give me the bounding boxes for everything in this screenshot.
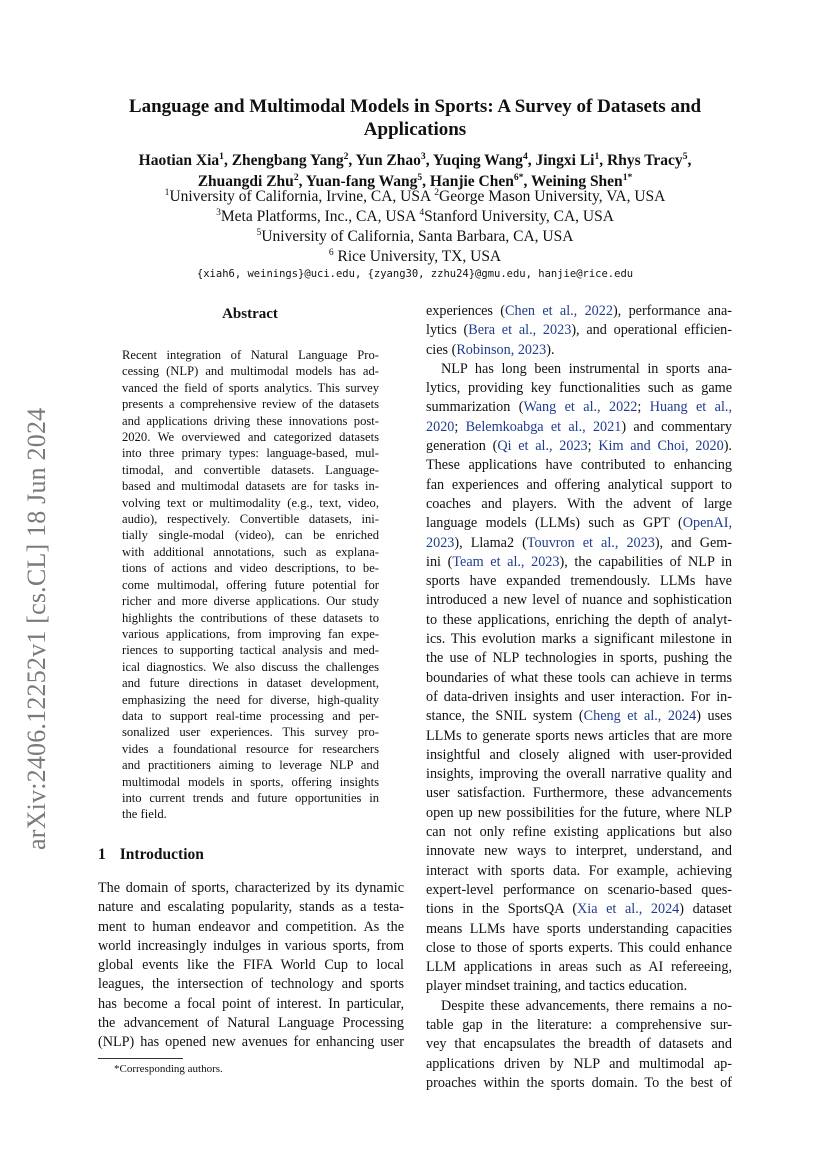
abstract-line: tially single-modal (video), can be enriched [122, 528, 379, 543]
abstract-line: emphasizing the need for diverse, high-quality [122, 692, 379, 707]
footnote: *Corresponding authors. [114, 1063, 223, 1075]
abstract-line: ical diagnostics. We also discuss the challenges [122, 659, 379, 674]
text-line: ini (Team et al., 2023), the capabilities of NLP in [426, 553, 732, 570]
abstract-line: multimodal models in sports, offering insights [122, 774, 379, 789]
text-line: open up new possibilities for the future, where NLP [426, 804, 732, 821]
text-line: innovate new ways to interpret, understand, and [426, 843, 732, 860]
text-line: language models (LLMs) such as GPT (OpenAI, [426, 515, 732, 532]
text-line: applications driven by NLP and multimodal ap- [426, 1055, 732, 1072]
abstract-line: and future directions in dataset development, [122, 676, 379, 691]
citation-link[interactable]: Chen et al., 2022 [505, 303, 613, 319]
abstract-line: and practitioners aiming to leverage NLP and [122, 758, 379, 773]
citation-link[interactable]: Cheng et al., 2024 [583, 708, 697, 725]
abstract-line: come multimodal, offering future potential for [122, 577, 379, 592]
affiliation-line: $^1$University of California, Irvine, CA, USA $^2$George Mason University, VA, USA [164, 186, 666, 205]
affiliation-line: $^3$Meta Platforms, Inc., CA, USA $^4$Stanford University, CA, USA [216, 206, 614, 225]
text-line: insights, improving the overall narrative quality and [426, 766, 732, 783]
section-number: 1 [98, 846, 106, 863]
abstract-line: sonalized user experiences. This survey pro- [122, 725, 379, 740]
text-line: the advancement of Natural Language Processing [98, 1015, 404, 1032]
authors-line-2: Zhuangdi Zhu$^2$, Yuan-fang Wang$^5$, Hanjie Chen$^{6*}$, Weining Shen$^{1*}$ [197, 171, 633, 190]
text-line: insightful and closely aligned with user-provided [426, 746, 732, 763]
text-line: global events like the FIFA World Cup to local [98, 957, 404, 974]
text-line: Despite these advancements, there remains a no- [441, 997, 732, 1014]
text-line: to these applications, enriching the depth of analyt- [426, 611, 732, 628]
author-emails: {xiah6, weinings}@uci.edu, {zyang30, zzhu24}@gmu.edu, hanjie@rice.edu [196, 268, 634, 280]
abstract-line: and applications driving these innovations post- [122, 413, 379, 428]
abstract-line: various applications, from improving fan expe- [122, 626, 379, 641]
text-line: player mindset training, and tactics education. [426, 978, 688, 995]
abstract-line: 2020. We overviewed and categorized datasets [122, 430, 379, 445]
abstract-line: based and multimodal datasets are for tasks in- [122, 479, 379, 494]
abstract-line: the field. [122, 807, 167, 822]
affiliation-line: $^5$University of California, Santa Barbara, CA, USA [256, 226, 574, 245]
text-line: cies (Robinson, 2023). [426, 341, 555, 358]
abstract-line: highlights the contributions of these datasets to [122, 610, 379, 625]
text-line: has become a focal point of interest. In particular, [98, 995, 404, 1012]
text-line: ment to human endeavor and competition. As the [98, 918, 404, 935]
citation-link[interactable]: Qi et al., 2023 [497, 438, 588, 455]
abstract-line: vanced the field of sports analytics. This survey [122, 380, 379, 395]
text-line: 2020; Belemkoabga et al., 2021) and commentary [426, 418, 732, 435]
abstract-body [122, 347, 379, 823]
introduction-left-column [98, 879, 404, 1053]
text-line: generation (Qi et al., 2023; Kim and Choi, 2020). [426, 438, 732, 455]
citation-link[interactable]: Huang et al., [649, 399, 732, 416]
text-line: world increasingly indulges in various sports, from [98, 937, 404, 954]
text-line: sports have expanded tremendously. LLMs have [426, 573, 732, 590]
authors-line-1: Haotian Xia$^1$, Zhengbang Yang$^2$, Yun Zhao$^3$, Yuqing Wang$^4$, Jingxi Li$^1$, Rhys Tracy$^5$, [138, 150, 692, 169]
text-line: tions in the SportsQA (Xia et al., 2024) dataset [426, 901, 732, 918]
affiliation-line: $^6$ Rice University, TX, USA [328, 246, 502, 265]
abstract-line: vides a foundational resource for researchers [122, 741, 379, 756]
citation-link[interactable]: Touvron et al., 2023 [526, 534, 655, 551]
title-line-2: Applications [363, 119, 467, 140]
abstract-line: data to support real-time processing and per- [122, 708, 379, 723]
text-line: The domain of sports, characterized by its dynamic [98, 880, 404, 896]
text-line: vey that encapsulates the breadth of datasets and [426, 1036, 732, 1053]
abstract-line: tions of actions and video descriptions, to be- [122, 561, 379, 576]
text-line: user satisfaction. Furthermore, these advancements [426, 785, 732, 802]
text-line: LLM applications in areas such as AI refereeing, [426, 959, 732, 976]
abstract-line: volving text or multimodality (e.g., text, video, [122, 495, 379, 510]
citation-link[interactable]: Team et al., 2023 [452, 553, 560, 570]
text-line: can not only refine existing applications but also [426, 824, 732, 841]
citation-link[interactable]: Xia et al., 2024 [577, 901, 680, 918]
paper-title [90, 95, 740, 141]
text-line: fan experiences and offering analytical support to [426, 476, 732, 493]
text-line: boundaries of what these tools can achieve in terms [426, 669, 732, 686]
arxiv-identifier-stamp: arXiv:2406.12252v1 [cs.CL] 18 Jun 2024 [22, 407, 51, 850]
text-line: the use of NLP technologies in sports, pushing the [426, 650, 732, 667]
citation-link[interactable]: Belemkoabga et al., 2021 [465, 418, 622, 435]
text-line: These applications have contributed to enhancing [426, 457, 732, 474]
text-line: NLP has long been instrumental in sports ana- [441, 360, 732, 377]
text-line: (NLP) has opened new avenues for enhancing user [98, 1034, 404, 1051]
citation-link[interactable]: Wang et al., 2022 [523, 399, 638, 416]
text-line: summarization (Wang et al., 2022; Huang et al., [426, 399, 732, 416]
abstract-line: Recent integration of Natural Language Pro- [122, 348, 379, 362]
citation-link[interactable]: OpenAI, [682, 515, 732, 532]
text-line: introduced a new level of nuance and sophistication [426, 592, 732, 609]
footnote-divider [98, 1058, 183, 1059]
text-line: table gap in the literature: a comprehensive sur- [426, 1016, 732, 1033]
text-line: coaches and players. With the advent of large [426, 495, 732, 512]
abstract-line: with additional annotations, such as explana- [122, 544, 379, 559]
abstract-line: into three primary types: language-based, mul- [122, 446, 379, 461]
abstract-line: into current trends and future opportunities in [122, 790, 379, 805]
text-line: interact with sports data. For example, achieving [426, 862, 732, 879]
section-title: Introduction [119, 846, 204, 863]
author-list [90, 150, 740, 192]
citation-link[interactable]: Robinson, 2023 [456, 341, 547, 358]
text-line: 2023), Llama2 (Touvron et al., 2023), and Gem- [426, 534, 733, 551]
abstract-line: timodal, and convertible datasets. Language- [122, 462, 379, 477]
section-heading-introduction [98, 846, 204, 864]
text-line: of data-driven insights and user interaction. For in- [426, 688, 732, 705]
abstract-line: audio), respectively. Convertible datasets, ini- [122, 512, 379, 527]
text-line: lytics, providing key functionalities such as game [426, 380, 732, 397]
citation-link[interactable]: 2020 [426, 418, 455, 435]
affiliations [90, 187, 740, 267]
text-line: leagues, the intersection of technology and sports [98, 976, 404, 993]
abstract-line: richer and more diverse applications. Our study [122, 594, 379, 609]
text-line: close to those of sports experts. This could enhance [426, 939, 732, 956]
citation-link[interactable]: Bera et al., 2023 [468, 322, 572, 339]
introduction-right-column [426, 302, 732, 1093]
abstract-heading: Abstract [222, 306, 278, 322]
text-line: means LLMs have sports understanding capacities [426, 920, 732, 937]
abstract-line: riences to supporting tactical analysis and med- [122, 643, 379, 658]
citation-link[interactable]: Kim and Choi, 2020 [598, 438, 724, 455]
text-line: stance, the SNIL system (Cheng et al., 2024) uses [426, 708, 732, 725]
citation-link[interactable]: 2023 [426, 534, 455, 551]
text-line: ics. This evolution marks a significant milestone in [426, 631, 732, 648]
abstract-line: presents a comprehensive review of the datasets [122, 397, 379, 412]
title-line-1: Language and Multimodal Models in Sports: A Survey of Datasets and [128, 96, 702, 117]
text-line: expert-level performance on scenario-based ques- [426, 881, 732, 898]
text-line: LLMs to generate sports news articles that are more [426, 727, 732, 744]
text-line: proaches within the sports domain. To the best of [426, 1074, 732, 1091]
abstract-line: cessing (NLP) and multimodal models has ad- [122, 364, 379, 379]
text-line: nature and escalating popularity, stands as a testa- [98, 899, 404, 916]
text-line: lytics (Bera et al., 2023), and operational efficien- [426, 322, 733, 339]
text-line: experiences (Chen et al., 2022), performance ana- [426, 303, 732, 319]
